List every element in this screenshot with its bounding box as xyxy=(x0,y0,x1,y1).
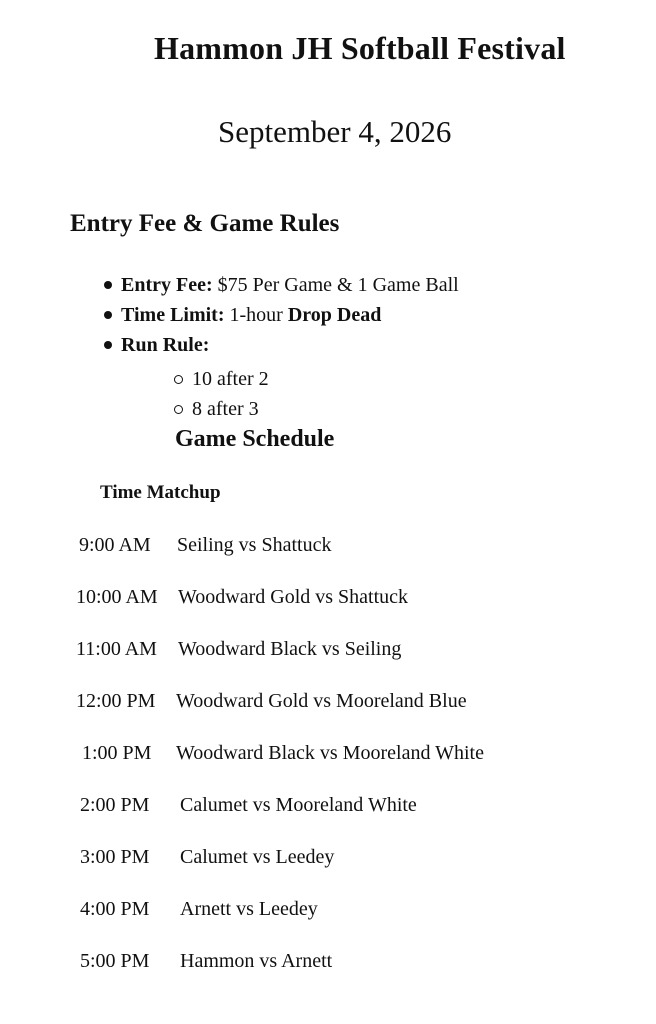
game-time: 3:00 PM xyxy=(80,846,150,868)
game-matchup: Woodward Gold vs Shattuck xyxy=(178,586,409,608)
game-matchup: Calumet vs Leedey xyxy=(180,846,335,868)
rule-label: Time Limit: xyxy=(121,304,225,326)
game-time: 4:00 PM xyxy=(80,898,150,920)
game-time: 9:00 AM xyxy=(79,534,151,556)
run-rule-list xyxy=(174,364,269,424)
run-rule-item xyxy=(174,364,269,394)
run-rule-text: 8 after 3 xyxy=(192,398,259,420)
rules-list xyxy=(104,270,459,360)
schedule-heading: Game Schedule xyxy=(175,426,335,452)
game-matchup: Woodward Black vs Seiling xyxy=(178,638,402,660)
bullet-icon xyxy=(104,311,112,319)
rule-run-rule xyxy=(104,330,459,360)
hollow-bullet-icon xyxy=(174,405,183,414)
game-time: 12:00 PM xyxy=(76,690,156,712)
rule-time-limit xyxy=(104,300,459,330)
game-time: 5:00 PM xyxy=(80,950,150,972)
page-title: Hammon JH Softball Festival xyxy=(154,30,566,66)
rule-label: Run Rule: xyxy=(121,334,210,356)
game-matchup: Woodward Black vs Mooreland White xyxy=(176,742,484,764)
schedule-columns-header: Time Matchup xyxy=(100,482,221,503)
hollow-bullet-icon xyxy=(174,375,183,384)
rule-entry-fee xyxy=(104,270,459,300)
run-rule-item xyxy=(174,394,269,424)
bullet-icon xyxy=(104,341,112,349)
game-time: 10:00 AM xyxy=(76,586,158,608)
game-time: 11:00 AM xyxy=(76,638,157,660)
game-matchup: Woodward Gold vs Mooreland Blue xyxy=(176,690,467,712)
bullet-icon xyxy=(104,281,112,289)
rule-label: Entry Fee: xyxy=(121,274,213,296)
rule-value: 1-hour xyxy=(224,304,288,326)
rules-heading: Entry Fee & Game Rules xyxy=(70,210,340,237)
run-rule-text: 10 after 2 xyxy=(192,368,269,390)
game-matchup: Calumet vs Mooreland White xyxy=(180,794,417,816)
game-time: 1:00 PM xyxy=(82,742,152,764)
game-matchup: Seiling vs Shattuck xyxy=(177,534,332,556)
rule-value: $75 Per Game & 1 Game Ball xyxy=(212,274,459,296)
rule-emphasis: Drop Dead xyxy=(287,304,382,326)
event-date: September 4, 2026 xyxy=(218,114,452,149)
game-time: 2:00 PM xyxy=(80,794,150,816)
game-matchup: Arnett vs Leedey xyxy=(180,898,318,920)
game-matchup: Hammon vs Arnett xyxy=(180,950,333,972)
